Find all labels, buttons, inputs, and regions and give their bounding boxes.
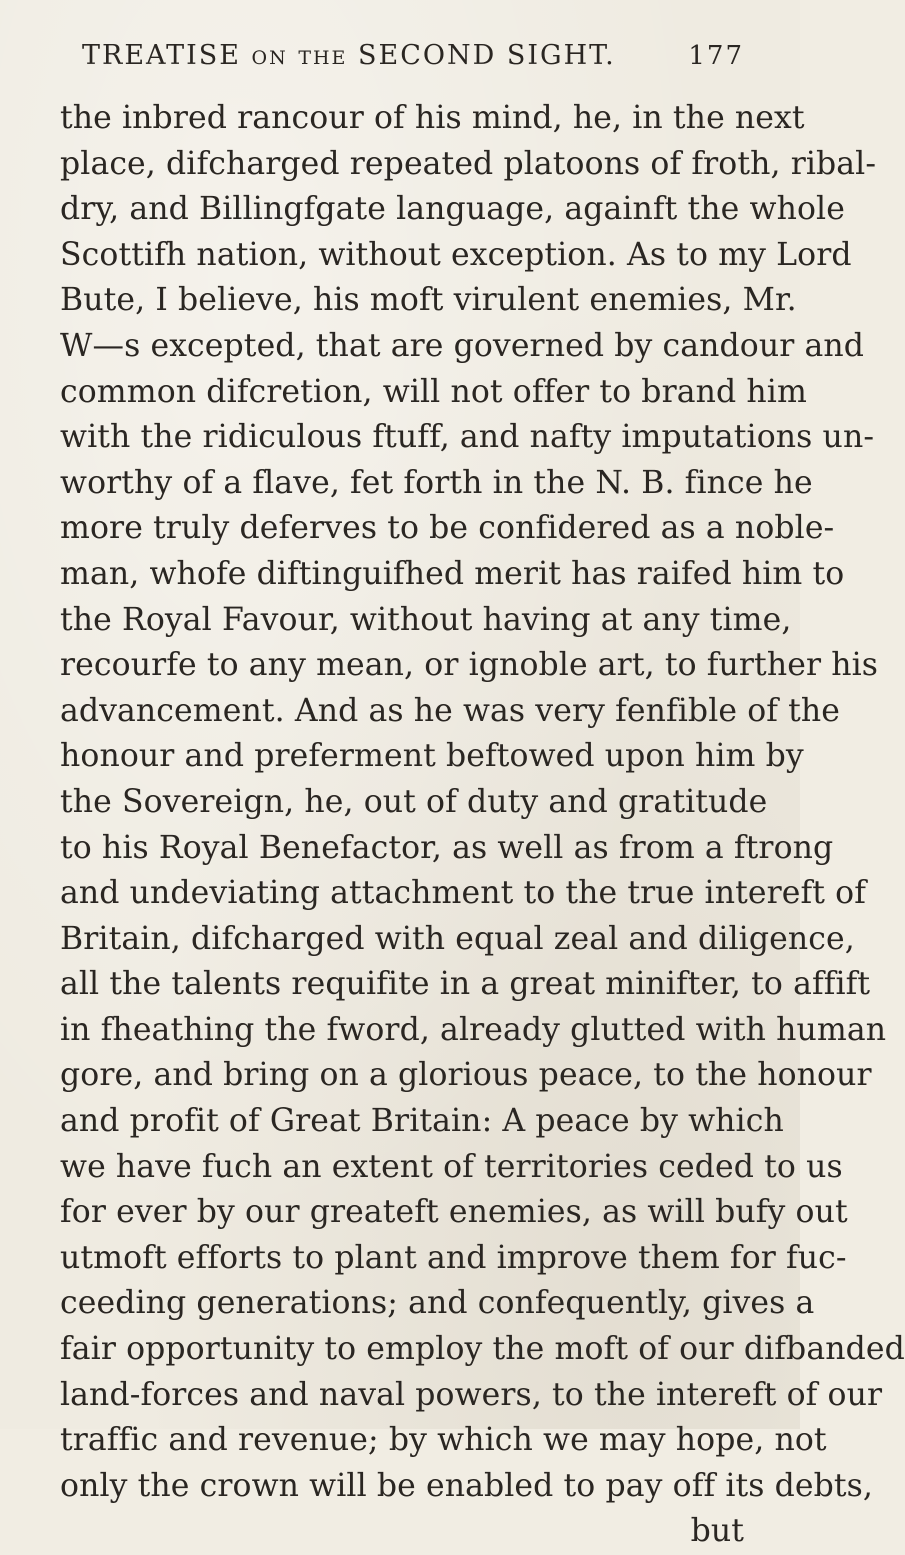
text-line: and profit of Great Britain: A peace by which <box>60 1103 784 1140</box>
text-line: the Sovereign, he, out of duty and gratitude <box>60 783 768 820</box>
text-line: place, difcharged repeated platoons of froth, ribal- <box>60 145 877 182</box>
text-line: fair opportunity to employ the moft of our difbanded <box>60 1331 905 1368</box>
text-line: dry, and Billingfgate language, againft the whole <box>60 191 845 228</box>
running-head <box>82 40 744 84</box>
text-line: to his Royal Benefactor, as well as from a ftrong <box>60 829 834 866</box>
text-line: we have fuch an extent of territories ceded to us <box>60 1148 843 1185</box>
text-line: only the crown will be enabled to pay off its debts, <box>60 1467 874 1504</box>
text-line: Britain, difcharged with equal zeal and diligence, <box>60 920 855 957</box>
text-line: ceeding generations; and confequently, gives a <box>60 1285 815 1322</box>
catchword: but <box>690 1513 744 1550</box>
text-line: honour and preferment beftowed upon him by <box>60 738 804 775</box>
text-line: recourfe to any mean, or ignoble art, to further his <box>60 647 879 684</box>
text-line: utmoft efforts to plant and improve them for fuc- <box>60 1239 847 1276</box>
page-number: 177 <box>688 41 744 71</box>
running-title: TREATISE on the SECOND SIGHT. <box>82 40 616 71</box>
text-line: the inbred rancour of his mind, he, in the next <box>60 100 805 136</box>
text-line: for ever by our greateft enemies, as will bufy out <box>60 1194 848 1231</box>
text-line: worthy of a flave, fet forth in the N. B. fince he <box>60 464 813 501</box>
text-line: Bute, I believe, his moft virulent enemies, Mr. <box>60 282 797 319</box>
text-line: gore, and bring on a glorious peace, to the honour <box>60 1057 872 1094</box>
text-line: all the talents requifite in a great minifter, to affift <box>60 966 871 1003</box>
text-line: W—s excepted, that are governed by candour and <box>60 327 865 364</box>
text-line: more truly deferves to be confidered as a noble- <box>60 510 835 547</box>
text-line: land-forces and naval powers, to the intereft of our <box>60 1376 883 1413</box>
text-line: man, whofe diftinguifhed merit has raifed him to <box>60 555 845 592</box>
text-line: advancement. And as he was very fenfible of the <box>60 692 841 729</box>
body-text <box>60 96 905 1555</box>
text-line: traffic and revenue; by which we may hope, not <box>60 1422 827 1459</box>
text-line: with the ridiculous ftuff, and nafty imputations un- <box>60 419 875 456</box>
text-line: in fheathing the fword, already glutted with human <box>60 1011 887 1048</box>
text-line: Scottifh nation, without exception. As to my Lord <box>60 236 852 273</box>
text-line: common difcretion, will not offer to brand him <box>60 373 807 410</box>
text-line: and undeviating attachment to the true intereft of <box>60 875 866 912</box>
text-line: the Royal Favour, without having at any time, <box>60 601 792 638</box>
